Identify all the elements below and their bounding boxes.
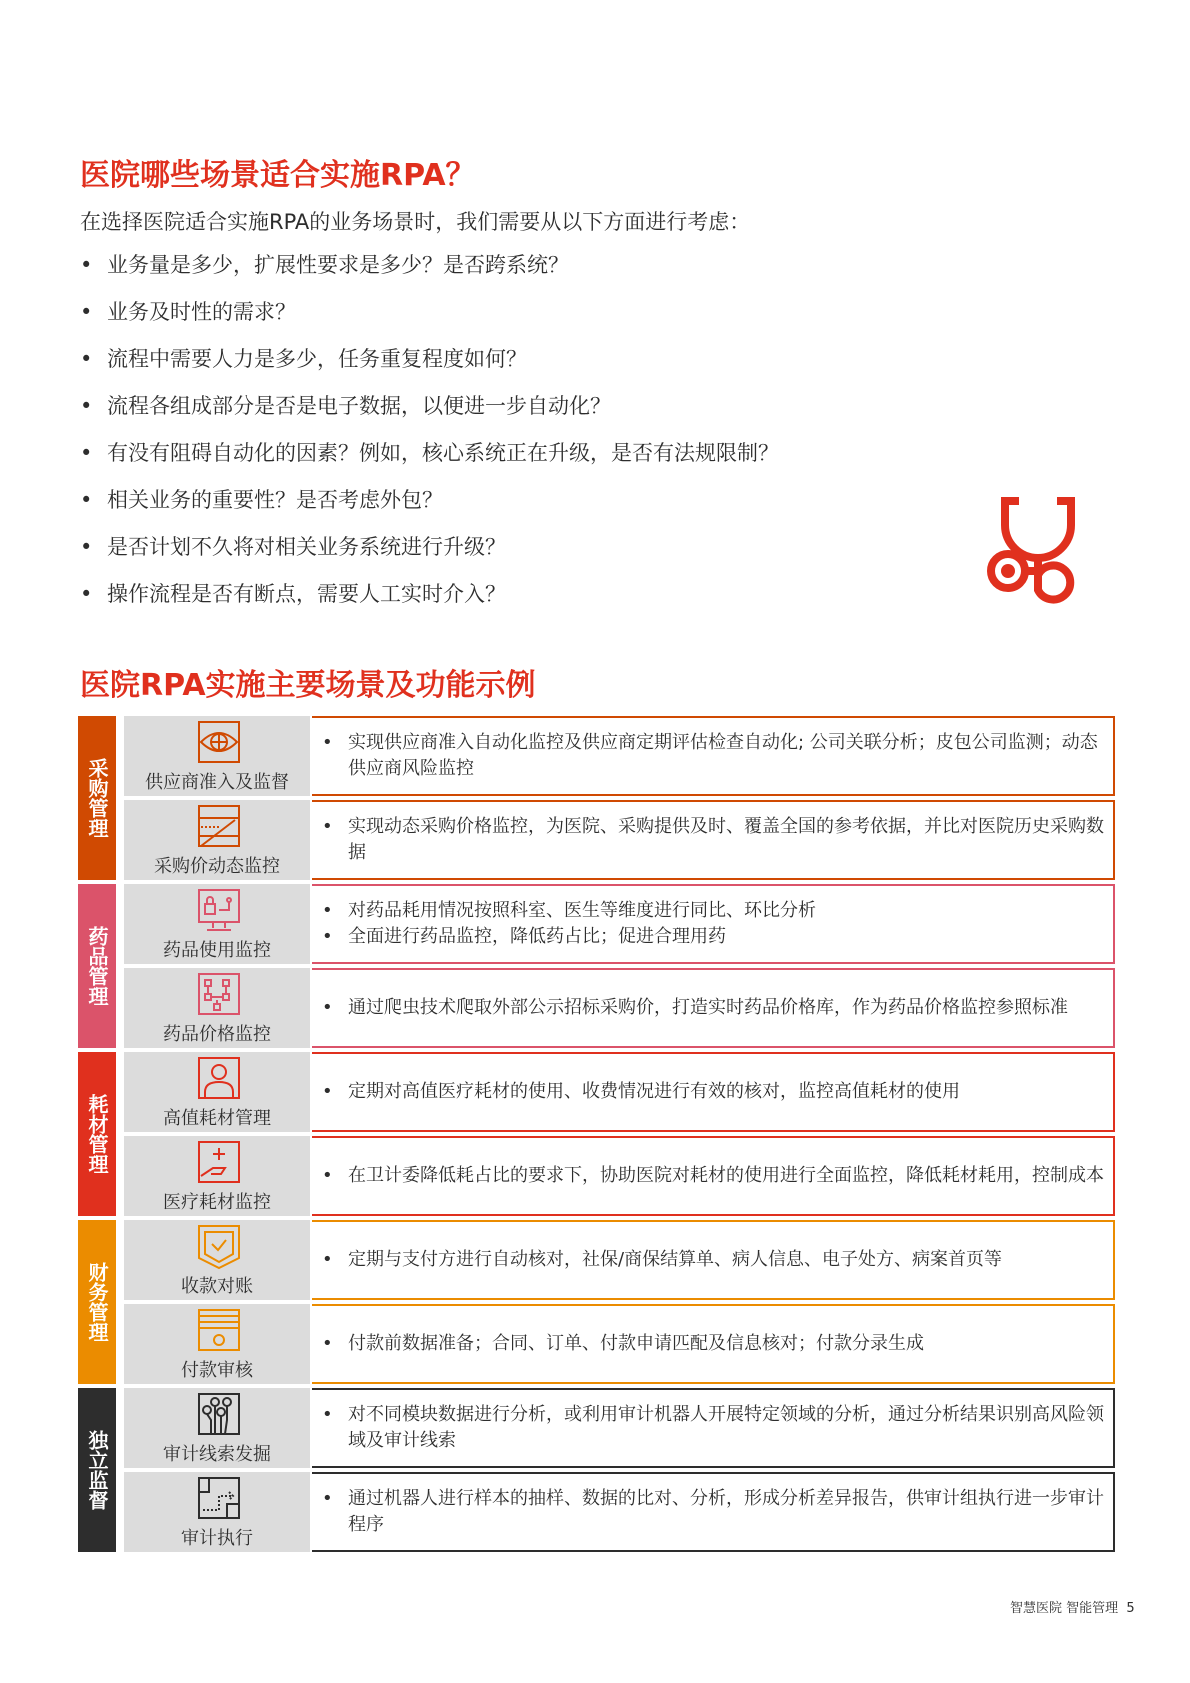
scenario-table (78, 716, 1115, 1556)
category-label: 独立监督 (78, 1388, 116, 1552)
person-icon (196, 1056, 242, 1102)
scenario-cell (124, 1388, 310, 1468)
description-item: • 对不同模块数据进行分析，或利用审计机器人开展特定领域的分析，通过分析结果识别高风险领域及审计线索 (348, 1402, 1105, 1454)
scenario-row (124, 1304, 1115, 1384)
scenario-description (312, 716, 1115, 796)
scenario-row (124, 884, 1115, 964)
footer-text: 智慧医院 智能管理 (1010, 1601, 1119, 1616)
scenario-description (312, 1304, 1115, 1384)
stethoscope-icon (985, 495, 1095, 610)
scenario-row (124, 968, 1115, 1048)
circuit-icon (196, 1392, 242, 1438)
list-item: • 业务及时性的需求？ (80, 295, 779, 342)
list-item: • 流程中需要人力是多少，任务重复程度如何？ (80, 342, 779, 389)
description-item: • 实现供应商准入自动化监控及供应商定期评估检查自动化; 公司关联分析；皮包公司监测；动态供应商风险监控 (348, 730, 1105, 782)
scenario-label: 供应商准入及监督 (145, 772, 289, 793)
scenario-description (312, 1472, 1115, 1552)
section-title-examples: 医院RPA实施主要场景及功能示例 (80, 668, 536, 703)
scenario-cell (124, 1472, 310, 1552)
list-item: • 是否计划不久将对相关业务系统进行升级？ (80, 530, 779, 577)
scenario-label: 审计执行 (181, 1528, 253, 1549)
description-item: • 通过机器人进行样本的抽样、数据的比对、分析，形成分析差异报告，供审计组执行进一步审计程序 (348, 1486, 1105, 1538)
scenario-description (312, 884, 1115, 964)
category-label: 药品管理 (78, 884, 116, 1048)
eye-icon (196, 720, 242, 766)
scenario-description (312, 800, 1115, 880)
scenario-row (124, 1052, 1115, 1132)
scenario-row (124, 1136, 1115, 1216)
scenario-row (124, 1220, 1115, 1300)
description-item: • 对药品耗用情况按照科室、医生等维度进行同比、环比分析 (348, 898, 1105, 924)
consideration-list (80, 248, 779, 624)
intro-text: 在选择医院适合实施RPA的业务场景时，我们需要从以下方面进行考虑： (80, 210, 751, 234)
list-item: • 相关业务的重要性？是否考虑外包？ (80, 483, 779, 530)
category-label: 耗材管理 (78, 1052, 116, 1216)
section-title-scenarios: 医院哪些场景适合实施RPA？ (80, 158, 476, 193)
scenario-label: 药品价格监控 (163, 1024, 271, 1045)
scenario-row (124, 1472, 1115, 1552)
description-item: • 定期与支付方进行自动核对，社保/商保结算单、病人信息、电子处方、病案首页等 (348, 1247, 1105, 1273)
scenario-row (124, 716, 1115, 796)
list-item: • 有没有阻碍自动化的因素？例如，核心系统正在升级，是否有法规限制？ (80, 436, 779, 483)
list-item: • 流程各组成部分是否是电子数据，以便进一步自动化？ (80, 389, 779, 436)
scenario-cell (124, 1052, 310, 1132)
scenario-cell (124, 800, 310, 880)
price-chart-icon (196, 804, 242, 850)
medical-hand-icon (196, 1140, 242, 1186)
scenario-label: 医疗耗材监控 (163, 1192, 271, 1213)
scenario-row (124, 1388, 1115, 1468)
description-item: • 在卫计委降低耗占比的要求下，协助医院对耗材的使用进行全面监控，降低耗材耗用，控制成本 (348, 1163, 1105, 1189)
path-icon (196, 1476, 242, 1522)
description-item: • 定期对高值医疗耗材的使用、收费情况进行有效的核对，监控高值耗材的使用 (348, 1079, 1105, 1105)
scenario-cell (124, 1136, 310, 1216)
list-item: • 业务量是多少，扩展性要求是多少？是否跨系统？ (80, 248, 779, 295)
description-item: • 全面进行药品监控，降低药占比；促进合理用药 (348, 924, 1105, 950)
scenario-description (312, 1136, 1115, 1216)
scenario-cell (124, 884, 310, 964)
network-icon (196, 972, 242, 1018)
scenario-description (312, 1052, 1115, 1132)
scenario-row (124, 800, 1115, 880)
description-item: • 通过爬虫技术爬取外部公示招标采购价，打造实时药品价格库，作为药品价格监控参照标准 (348, 995, 1105, 1021)
description-item: • 付款前数据准备；合同、订单、付款申请匹配及信息核对；付款分录生成 (348, 1331, 1105, 1357)
scenario-description (312, 1388, 1115, 1468)
scenario-label: 审计线索发掘 (163, 1444, 271, 1465)
shield-check-icon (196, 1224, 242, 1270)
description-item: • 实现动态采购价格监控，为医院、采购提供及时、覆盖全国的参考依据，并比对医院历史采购数据 (348, 814, 1105, 866)
list-item: • 操作流程是否有断点，需要人工实时介入？ (80, 577, 779, 624)
scenario-description (312, 968, 1115, 1048)
money-icon (196, 1308, 242, 1354)
scenario-label: 采购价动态监控 (154, 856, 280, 877)
scenario-label: 收款对账 (181, 1276, 253, 1297)
monitor-lock-icon (196, 888, 242, 934)
scenario-label: 药品使用监控 (163, 940, 271, 961)
page-number: 5 (1126, 1601, 1135, 1616)
scenario-cell (124, 1220, 310, 1300)
scenario-group (78, 1220, 1115, 1384)
scenario-cell (124, 1304, 310, 1384)
footer (1010, 1597, 1135, 1616)
category-label: 采购管理 (78, 716, 116, 880)
scenario-label: 付款审核 (181, 1360, 253, 1381)
scenario-group (78, 1052, 1115, 1216)
scenario-group (78, 716, 1115, 880)
scenario-label: 高值耗材管理 (163, 1108, 271, 1129)
category-label: 财务管理 (78, 1220, 116, 1384)
scenario-cell (124, 716, 310, 796)
scenario-group (78, 884, 1115, 1048)
scenario-description (312, 1220, 1115, 1300)
scenario-group (78, 1388, 1115, 1552)
scenario-cell (124, 968, 310, 1048)
